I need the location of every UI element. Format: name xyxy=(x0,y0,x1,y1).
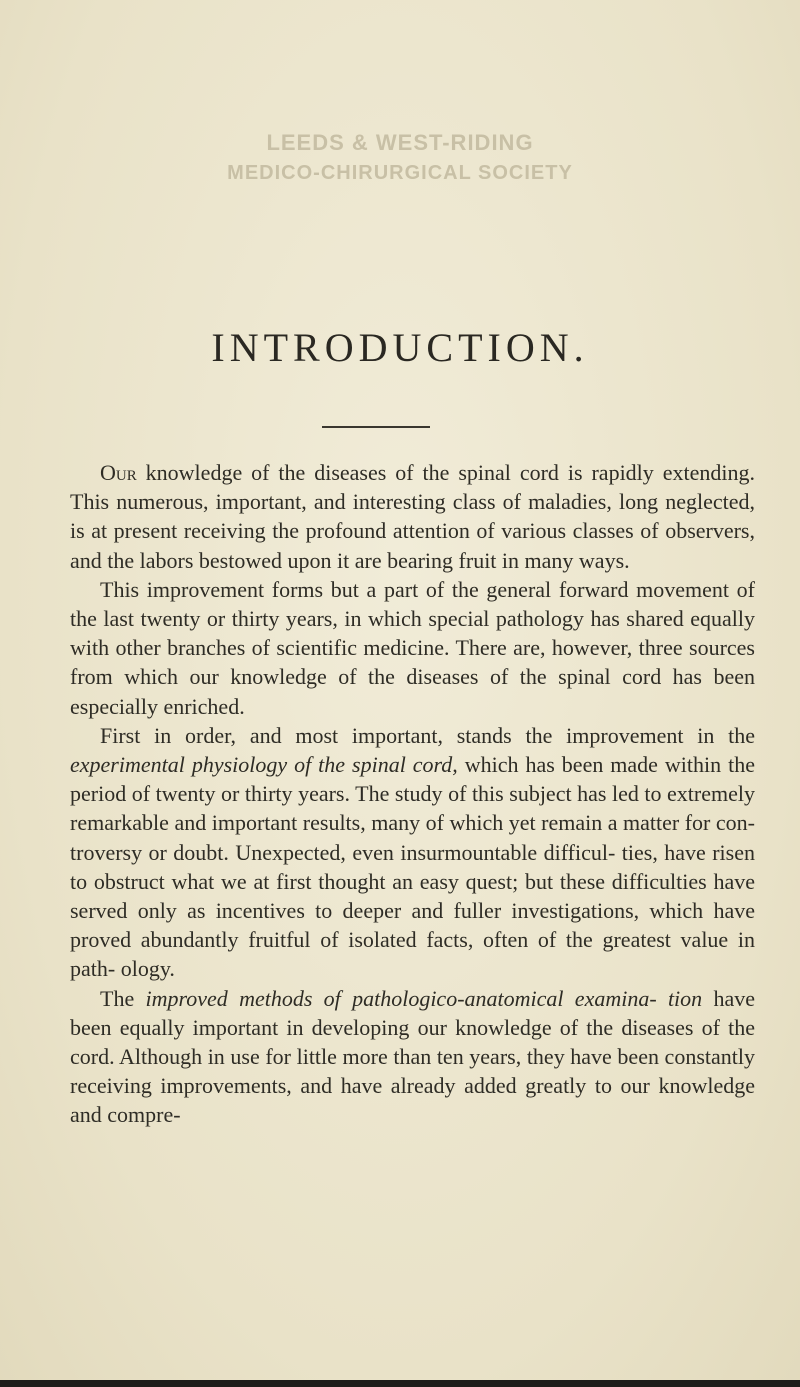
title-rule xyxy=(322,426,430,428)
paragraph-4-text-before: The xyxy=(100,985,146,1011)
paragraph-3-italic: experimental physiology of the spinal cord, xyxy=(70,752,458,778)
library-stamp-line-2: MEDICO-CHIRURGICAL SOCIETY xyxy=(227,162,573,184)
paragraph-3-text-after: which has been made within the period of twenty or thirty years. The study of this subject has led to extremely remarkable and important results, many of which yet remain a matter for con- troversy or doubt. Unexpected, even insurmountable difficul- ties, have risen to obstruct what we at first thought an easy quest; but these difficulties have served only as incentives to deeper and fuller investigations, which have proved abundantly fruitful of isolated facts, often of the greatest value in path- ology. xyxy=(70,752,755,982)
paragraph-1 xyxy=(70,458,755,575)
paragraph-2-text: This improvement forms but a part of the general forward movement of the last twenty or thirty years, in which special pathology has shared equally with other branches of scientific medicine. There are, however, three sources from which our knowledge of the diseases of the spinal cord has been especially enriched. xyxy=(70,576,755,719)
chapter-title: INTRODUCTION. xyxy=(211,325,589,370)
paragraph-4-text-after: have been equally important in developing our knowledge of the diseases of the cord. Although in use for little more than ten years, they have been constantly receiving improvements, and have already added greatly to our knowledge and compre- xyxy=(70,985,756,1128)
body-text xyxy=(70,458,755,1130)
page-bottom-edge xyxy=(0,1380,800,1387)
library-stamp-line-1: LEEDS & WEST-RIDING xyxy=(266,130,534,155)
paragraph-2 xyxy=(70,575,755,721)
paragraph-3 xyxy=(70,721,755,984)
paragraph-3-text-before: First in order, and most important, stands the improvement in the xyxy=(100,722,755,748)
paragraph-1-lead: Our xyxy=(100,460,137,485)
paragraph-4-italic: improved methods of pathologico-anatomical examina- tion xyxy=(145,985,703,1011)
paragraph-1-text: knowledge of the diseases of the spinal cord is rapidly extending. This numerous, important, and interesting class of maladies, long neglected, is at present receiving the profound attention of various classes of observers, and the labors bestowed upon it are bearing fruit in many ways. xyxy=(70,460,755,573)
paragraph-4 xyxy=(70,984,755,1130)
